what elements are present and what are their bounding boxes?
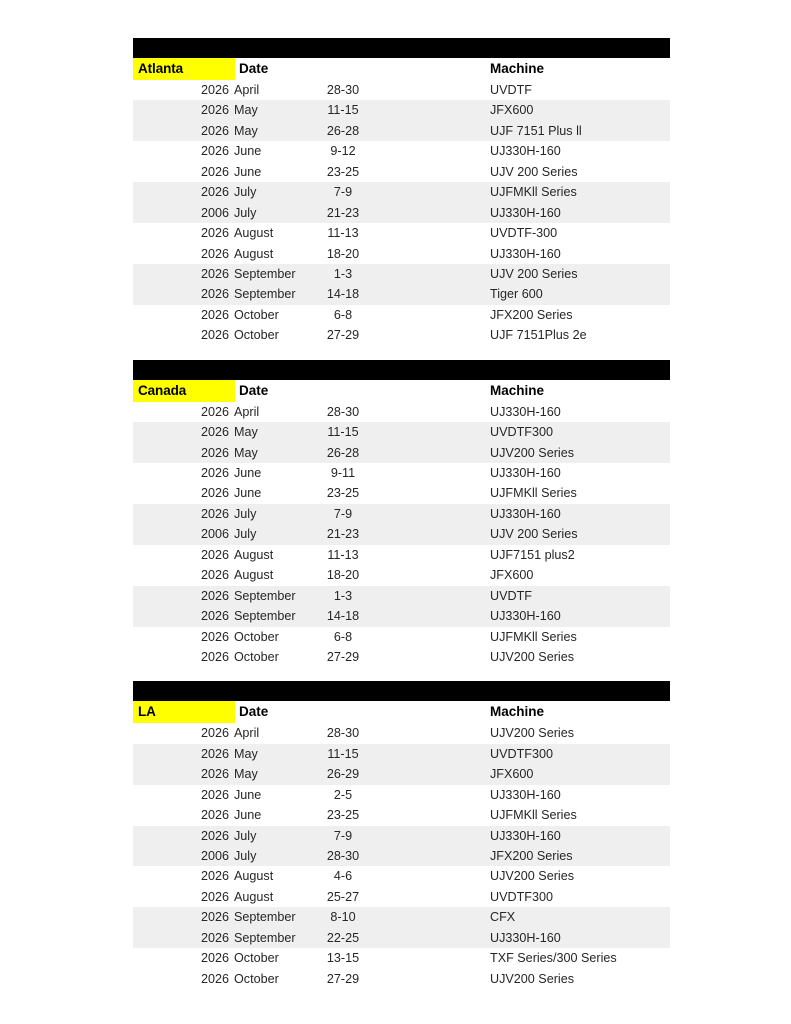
- table-row: [133, 764, 670, 784]
- cell-machine: UVDTF300: [490, 425, 553, 440]
- cell-year: 2026: [200, 83, 229, 97]
- cell-machine: UJ330H-160: [490, 144, 561, 159]
- cell-machine: UJ330H-160: [490, 828, 561, 843]
- cell-month: July: [234, 506, 257, 521]
- cell-day: 13-15: [326, 951, 360, 966]
- cell-month: August: [234, 869, 274, 884]
- cell-machine: UJ330H-160: [490, 246, 561, 261]
- table-row: [133, 524, 670, 544]
- cell-machine: UJ330H-160: [490, 466, 561, 480]
- table-row: [133, 223, 670, 243]
- table-row: [133, 907, 670, 927]
- cell-day: 1-3: [333, 266, 353, 281]
- cell-month: April: [234, 726, 260, 741]
- cell-year: 2026: [200, 629, 229, 644]
- table-row: [133, 887, 670, 907]
- cell-month: June: [234, 144, 262, 159]
- cell-year: 2026: [200, 486, 229, 501]
- cell-machine: JFX200 Series: [490, 307, 573, 322]
- cell-month: September: [234, 910, 296, 925]
- cell-year: 2026: [200, 506, 229, 521]
- cell-day: 28-30: [326, 83, 360, 97]
- table-row: [133, 244, 670, 264]
- cell-year: 2026: [200, 808, 229, 823]
- cell-year: 2006: [200, 849, 229, 863]
- cell-month: October: [234, 629, 279, 644]
- cell-day: 22-25: [326, 930, 360, 945]
- cell-day: 28-30: [326, 849, 360, 863]
- cell-year: 2026: [200, 246, 229, 261]
- table-row: [133, 805, 670, 825]
- table-row: [133, 402, 670, 422]
- cell-machine: UJ330H-160: [490, 609, 561, 624]
- section-header-row: [133, 380, 670, 402]
- cell-month: April: [234, 83, 260, 97]
- cell-day: 7-9: [333, 828, 353, 843]
- cell-machine: UJV200 Series: [490, 726, 574, 741]
- cell-machine: UJF 7151 Plus ll: [490, 123, 582, 138]
- cell-machine: UJV200 Series: [490, 445, 574, 460]
- cell-machine: UJV 200 Series: [490, 266, 578, 281]
- cell-machine: UJ330H-160: [490, 404, 561, 419]
- cell-month: October: [234, 328, 279, 343]
- table-row: [133, 141, 670, 161]
- cell-day: 6-8: [333, 307, 353, 322]
- cell-year: 2006: [200, 205, 229, 220]
- table-row: [133, 866, 670, 886]
- table-row: [133, 606, 670, 626]
- cell-month: June: [234, 787, 262, 802]
- cell-year: 2026: [200, 226, 229, 241]
- table-row: [133, 545, 670, 565]
- cell-machine: JFX600: [490, 767, 534, 782]
- cell-day: 6-8: [333, 629, 353, 644]
- column-header-date: Date: [239, 382, 269, 398]
- cell-day: 11-15: [327, 103, 359, 118]
- cell-day: 7-9: [333, 185, 353, 200]
- cell-year: 2026: [200, 185, 229, 200]
- cell-day: 18-20: [326, 246, 360, 261]
- table-row: [133, 969, 670, 989]
- table-row: [133, 627, 670, 647]
- cell-day: 23-25: [326, 486, 360, 501]
- column-header-machine: Machine: [490, 704, 545, 720]
- cell-month: September: [234, 588, 296, 603]
- cell-month: May: [234, 767, 258, 782]
- section-divider-bar: [133, 360, 670, 380]
- cell-month: May: [234, 746, 258, 761]
- table-row: [133, 463, 670, 483]
- cell-month: May: [234, 103, 258, 118]
- cell-day: 9-12: [330, 144, 356, 159]
- cell-day: 11-15: [327, 746, 359, 761]
- cell-day: 26-29: [326, 767, 360, 782]
- table-row: [133, 647, 670, 667]
- cell-machine: UJ330H-160: [490, 506, 561, 521]
- cell-year: 2026: [200, 164, 229, 179]
- cell-year: 2026: [200, 588, 229, 603]
- cell-day: 4-6: [333, 869, 353, 884]
- cell-day: 11-13: [327, 226, 359, 241]
- schedule-table: [133, 38, 670, 989]
- cell-day: 21-23: [326, 205, 360, 220]
- cell-machine: UJV 200 Series: [490, 164, 578, 179]
- cell-year: 2026: [200, 649, 229, 664]
- cell-month: June: [234, 808, 262, 823]
- cell-month: July: [234, 828, 257, 843]
- cell-year: 2026: [200, 287, 229, 302]
- cell-machine: UJV 200 Series: [490, 527, 578, 542]
- cell-machine: UJFMKll Series: [490, 808, 577, 823]
- cell-day: 26-28: [326, 445, 360, 460]
- cell-machine: UJFMKll Series: [490, 629, 577, 644]
- table-row: [133, 565, 670, 585]
- cell-day: 9-11: [330, 466, 356, 480]
- cell-year: 2026: [200, 123, 229, 138]
- cell-machine: UVDTF300: [490, 889, 553, 904]
- cell-month: May: [234, 425, 258, 440]
- cell-year: 2026: [200, 404, 229, 419]
- cell-year: 2026: [200, 971, 229, 986]
- cell-year: 2026: [200, 568, 229, 583]
- cell-month: June: [234, 486, 262, 501]
- schedule-rows: [133, 80, 670, 346]
- schedule-rows: [133, 723, 670, 989]
- cell-month: August: [234, 889, 274, 904]
- table-row: [133, 162, 670, 182]
- cell-year: 2026: [200, 266, 229, 281]
- cell-machine: UJF7151 plus2: [490, 547, 575, 562]
- schedule-rows: [133, 402, 670, 668]
- table-row: [133, 203, 670, 223]
- cell-year: 2026: [200, 445, 229, 460]
- table-row: [133, 504, 670, 524]
- cell-day: 26-28: [326, 123, 360, 138]
- cell-month: July: [234, 849, 257, 863]
- column-header-date: Date: [239, 61, 269, 76]
- section-header-row: [133, 58, 670, 80]
- cell-year: 2026: [200, 746, 229, 761]
- cell-day: 28-30: [326, 726, 360, 741]
- cell-month: June: [234, 466, 262, 480]
- cell-day: 23-25: [326, 808, 360, 823]
- cell-day: 14-18: [326, 609, 360, 624]
- cell-month: June: [234, 164, 262, 179]
- cell-machine: UVDTF300: [490, 746, 553, 761]
- cell-day: 14-18: [326, 287, 360, 302]
- cell-month: October: [234, 971, 279, 986]
- cell-month: October: [234, 951, 279, 966]
- cell-day: 18-20: [326, 568, 360, 583]
- table-row: [133, 422, 670, 442]
- section-spacer: [133, 346, 670, 360]
- section-divider-bar: [133, 681, 670, 701]
- cell-year: 2026: [200, 328, 229, 343]
- cell-day: 8-10: [330, 910, 356, 925]
- cell-year: 2026: [200, 144, 229, 159]
- cell-month: July: [234, 205, 257, 220]
- cell-year: 2026: [200, 425, 229, 440]
- cell-machine: UJV200 Series: [490, 869, 574, 884]
- table-row: [133, 846, 670, 866]
- cell-year: 2026: [200, 910, 229, 925]
- table-row: [133, 723, 670, 743]
- cell-year: 2026: [200, 828, 229, 843]
- cell-machine: UJFMKll Series: [490, 486, 577, 501]
- cell-month: August: [234, 226, 274, 241]
- cell-year: 2026: [200, 787, 229, 802]
- cell-day: 11-13: [327, 547, 359, 562]
- cell-day: 25-27: [326, 889, 360, 904]
- table-row: [133, 100, 670, 120]
- cell-year: 2026: [200, 307, 229, 322]
- table-row: [133, 443, 670, 463]
- cell-machine: JFX600: [490, 103, 534, 118]
- cell-day: 7-9: [333, 506, 353, 521]
- cell-machine: Tiger 600: [490, 287, 543, 302]
- cell-year: 2026: [200, 103, 229, 118]
- table-row: [133, 305, 670, 325]
- cell-year: 2026: [200, 547, 229, 562]
- cell-machine: UVDTF: [490, 588, 532, 603]
- cell-machine: UJFMKll Series: [490, 185, 577, 200]
- table-row: [133, 325, 670, 345]
- cell-year: 2026: [200, 869, 229, 884]
- cell-day: 28-30: [326, 404, 360, 419]
- cell-month: August: [234, 547, 274, 562]
- cell-day: 11-15: [327, 425, 359, 440]
- cell-month: May: [234, 123, 258, 138]
- cell-year: 2026: [200, 609, 229, 624]
- cell-year: 2006: [200, 527, 229, 542]
- cell-day: 27-29: [326, 971, 360, 986]
- location-section: [133, 360, 670, 668]
- location-name: LA: [138, 704, 156, 720]
- cell-month: April: [234, 404, 260, 419]
- cell-day: 1-3: [333, 588, 353, 603]
- cell-year: 2026: [200, 930, 229, 945]
- cell-month: September: [234, 930, 296, 945]
- cell-year: 2026: [200, 889, 229, 904]
- table-row: [133, 182, 670, 202]
- cell-day: 27-29: [326, 649, 360, 664]
- table-row: [133, 785, 670, 805]
- cell-machine: UJV200 Series: [490, 971, 574, 986]
- cell-machine: UVDTF: [490, 83, 532, 97]
- cell-month: October: [234, 307, 279, 322]
- location-section: [133, 38, 670, 346]
- cell-month: July: [234, 527, 257, 542]
- cell-year: 2026: [200, 466, 229, 480]
- cell-machine: TXF Series/300 Series: [490, 951, 617, 966]
- cell-day: 23-25: [326, 164, 360, 179]
- section-spacer: [133, 667, 670, 681]
- section-divider-bar: [133, 38, 670, 58]
- section-header-row: [133, 701, 670, 723]
- cell-month: August: [234, 568, 274, 583]
- table-row: [133, 80, 670, 100]
- location-name: Atlanta: [138, 61, 184, 76]
- cell-machine: JFX600: [490, 568, 534, 583]
- cell-year: 2026: [200, 767, 229, 782]
- cell-machine: UJ330H-160: [490, 787, 561, 802]
- cell-year: 2026: [200, 951, 229, 966]
- table-row: [133, 121, 670, 141]
- cell-month: September: [234, 287, 296, 302]
- table-row: [133, 744, 670, 764]
- cell-month: August: [234, 246, 274, 261]
- column-header-date: Date: [239, 704, 269, 720]
- table-row: [133, 586, 670, 606]
- table-row: [133, 483, 670, 503]
- cell-month: September: [234, 609, 296, 624]
- table-row: [133, 928, 670, 948]
- cell-machine: UVDTF-300: [490, 226, 558, 241]
- cell-machine: UJV200 Series: [490, 649, 574, 664]
- cell-day: 2-5: [333, 787, 353, 802]
- table-row: [133, 264, 670, 284]
- column-header-machine: Machine: [490, 382, 545, 398]
- cell-machine: JFX200 Series: [490, 849, 573, 863]
- cell-month: May: [234, 445, 258, 460]
- cell-machine: CFX: [490, 910, 516, 925]
- cell-day: 21-23: [326, 527, 360, 542]
- cell-year: 2026: [200, 726, 229, 741]
- location-name: Canada: [138, 382, 187, 398]
- cell-month: October: [234, 649, 279, 664]
- cell-machine: UJ330H-160: [490, 930, 561, 945]
- location-section: [133, 681, 670, 989]
- table-row: [133, 826, 670, 846]
- cell-machine: UJ330H-160: [490, 205, 561, 220]
- cell-machine: UJF 7151Plus 2e: [490, 328, 587, 343]
- cell-month: July: [234, 185, 257, 200]
- table-row: [133, 284, 670, 304]
- cell-month: September: [234, 266, 296, 281]
- table-row: [133, 948, 670, 968]
- column-header-machine: Machine: [490, 61, 545, 76]
- cell-day: 27-29: [326, 328, 360, 343]
